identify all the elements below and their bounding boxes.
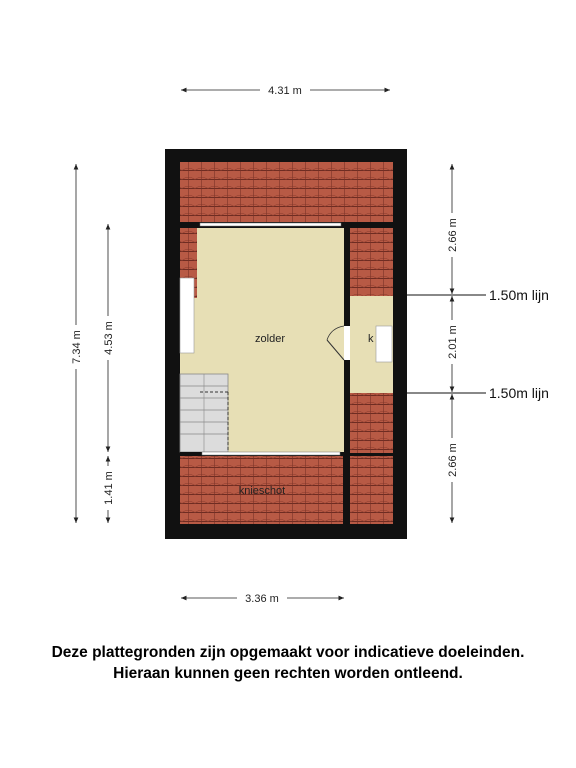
dim-total-height: 7.34 m	[71, 330, 83, 364]
dim-bottom-width: 3.36 m	[245, 593, 279, 605]
roof-right-upper	[350, 228, 393, 296]
disclaimer-line-2: Hieraan kunnen geen rechten worden ontleend.	[113, 665, 463, 682]
window-bottom	[202, 452, 340, 455]
disclaimer	[0, 642, 576, 684]
roof-right-lower	[350, 393, 393, 453]
door-opening	[344, 326, 350, 360]
dim-lower-height: 1.41 m	[103, 471, 115, 505]
dim-right-bottom: 2.66 m	[447, 443, 459, 477]
height-line-upper-label: 1.50m lijn	[489, 287, 549, 303]
dim-right-top: 2.66 m	[447, 218, 459, 252]
inner-wall-right-divider	[343, 456, 350, 524]
dim-inner-height: 4.53 m	[103, 321, 115, 355]
room-label-zolder: zolder	[255, 333, 285, 345]
left-knee-wall-block	[180, 278, 194, 353]
dim-right-middle: 2.01 m	[447, 325, 459, 359]
room-label-kast: k	[368, 333, 374, 345]
right-knee-wall-block	[376, 326, 392, 362]
disclaimer-line-1: Deze plattegronden zijn opgemaakt voor indicatieve doeleinden.	[51, 644, 525, 661]
roof-bottom-right	[350, 456, 393, 524]
height-line-lower-label: 1.50m lijn	[489, 385, 549, 401]
roof-top	[180, 162, 393, 222]
window-top	[200, 223, 341, 226]
room-label-knieschot: knieschot	[238, 485, 286, 497]
dim-top-width: 4.31 m	[268, 85, 302, 97]
